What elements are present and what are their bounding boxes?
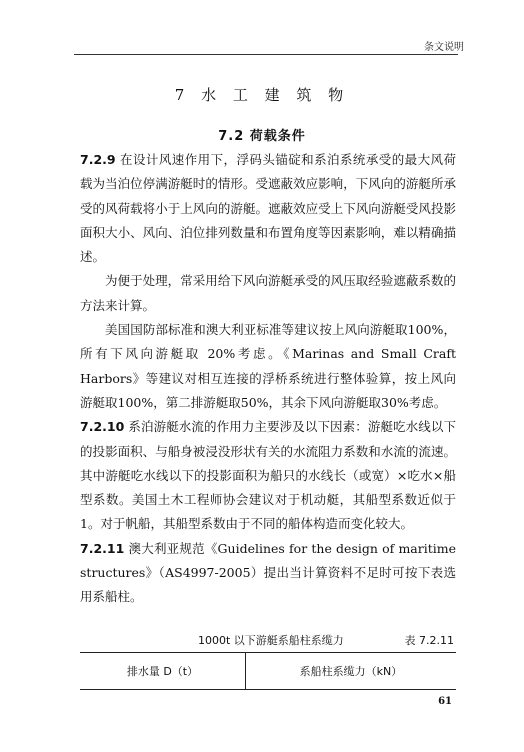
paragraph-shielding-method <box>80 269 456 318</box>
table-header-row <box>80 653 456 690</box>
paragraph-text: 在设计风速作用下，浮码头锚碇和系泊系统承受的最大风荷载为当泊位停满游艇时的情形。受遮蔽效应影响，下风向的游艇所承受的风荷载将小于上风向的游艇。遮蔽效应受上下风向游艇受风投影面积大小、风向、泊位排列数量和布置角度等因素影响，难以精确描述。 <box>80 152 456 265</box>
paragraph-standards <box>80 318 456 415</box>
clause-number: 7.2.10 <box>80 419 125 435</box>
running-header: 条文说明 <box>424 42 464 53</box>
clause-number: 7.2.11 <box>80 540 125 556</box>
section-title: 7.2 荷载条件 <box>218 129 306 144</box>
paragraph-7-2-11 <box>80 537 456 610</box>
paragraph-text: 美国国防部标准和澳大利亚标准等建议按上风向游艇取100%，所有下风向游艇取 20%考虑。《Marinas and Small Craft Harbors》等建议对相互连接的浮桥系统进行整体验算，按上风向游艇取100%，第二排游艇取50%，其余下风向游艇取30%考虑。 <box>80 322 456 410</box>
paragraph-text: 澳大利亚规范《Guidelines for the design of maritime structures》（AS4997-2005）提出当计算资料不足时可按下表选用系船柱。 <box>80 540 456 605</box>
chapter-title: 7 水 工 建 筑 物 <box>174 86 350 104</box>
header-rule <box>74 54 458 55</box>
bollard-table <box>80 652 456 690</box>
body-text <box>80 148 456 610</box>
table-header-displacement: 排水量 D（t） <box>80 653 245 690</box>
table-number: 表 7.2.11 <box>404 634 454 647</box>
paragraph-text: 为便于处理，常采用给下风向游艇承受的风压取经验遮蔽系数的方法来计算。 <box>80 273 456 313</box>
paragraph-text: 系泊游艇水流的作用力主要涉及以下因素：游艇吃水线以下的投影面积、与船身被浸没形状有关的水流阻力系数和水流的流速。其中游艇吃水线以下的投影面积为船只的水线长（或宽）×吃水×船型系数。美国土木工程师协会建议对于机动艇，其船型系数近似于 1。对于帆船，其船型系数由于不同的船体构造而变化较大。 <box>80 419 456 532</box>
paragraph-7-2-10 <box>80 415 456 536</box>
paragraph-7-2-9 <box>80 148 456 269</box>
table-caption-title: 1000t 以下游艇系船柱系缆力 <box>198 634 344 647</box>
page-number: 61 <box>438 696 452 707</box>
clause-number: 7.2.9 <box>80 152 116 167</box>
table-header-bollard-force: 系船柱系缆力（kN） <box>245 653 456 690</box>
table <box>80 652 456 690</box>
